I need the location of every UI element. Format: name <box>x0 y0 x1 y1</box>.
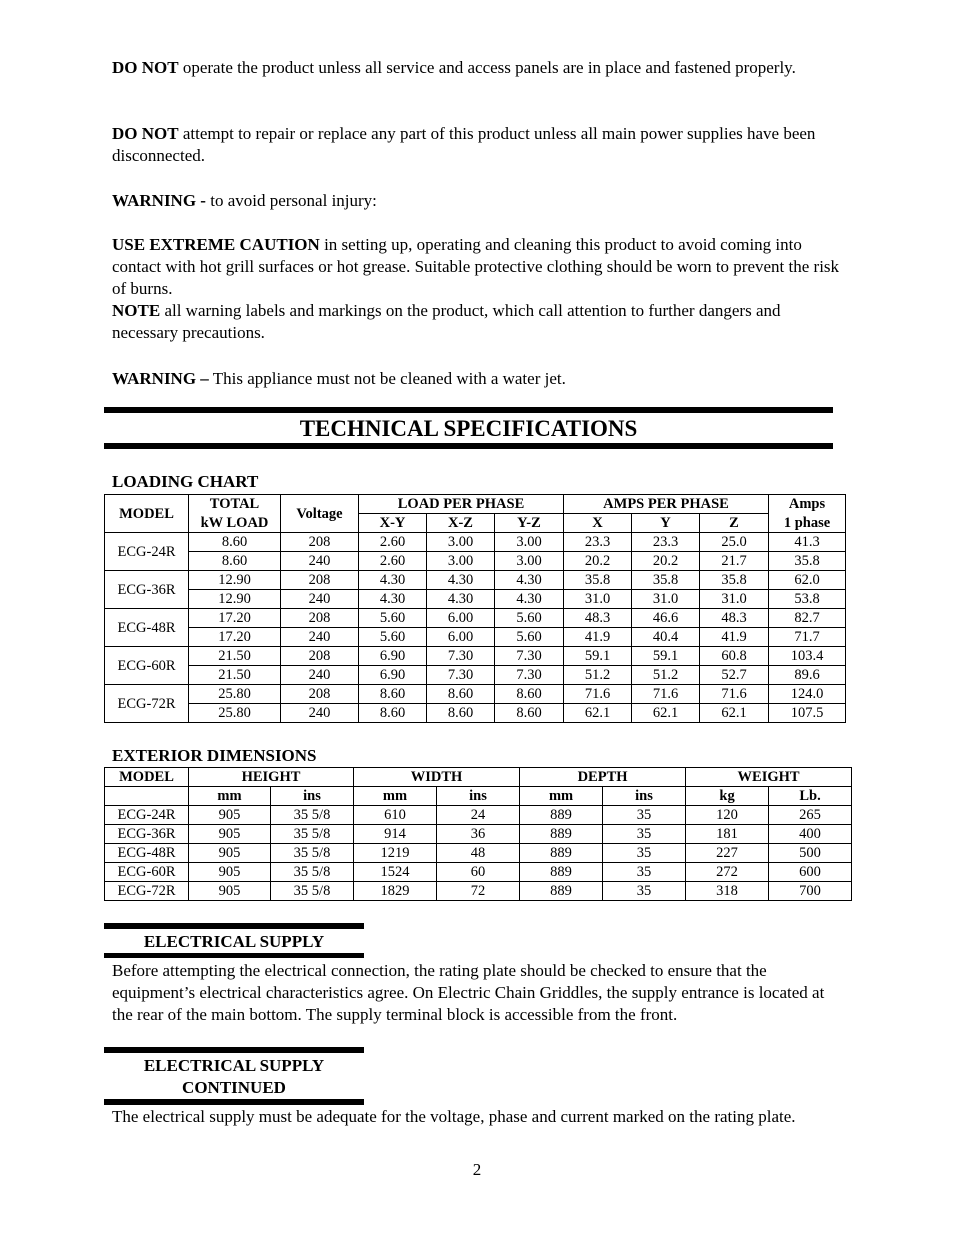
table-cell: 46.6 <box>632 609 700 628</box>
table-cell: 35 5/8 <box>271 863 354 882</box>
table-cell: 240 <box>281 590 359 609</box>
table-cell: 12.90 <box>189 571 281 590</box>
electrical-supply-text: Before attempting the electrical connection, the rating plate should be checked to ensure that the equipment’s electrical characteristics agree. On Electric Chain Griddles, the supply entrance is located at the rear of the main bottom. The supply terminal block is accessible from the front. <box>112 961 825 1024</box>
dims-header-height: HEIGHT <box>189 768 354 787</box>
table-cell: 35 <box>603 882 686 901</box>
table-cell: 21.7 <box>700 552 769 571</box>
table-cell: 12.90 <box>189 590 281 609</box>
table-cell: 914 <box>354 825 437 844</box>
table-cell: 500 <box>769 844 852 863</box>
table-cell: 8.60 <box>189 533 281 552</box>
table-cell: 8.60 <box>359 704 427 723</box>
table-cell: 5.60 <box>359 628 427 647</box>
model-cell: ECG-60R <box>105 647 189 685</box>
table-cell: 905 <box>189 844 271 863</box>
dims-header-width-ins: ins <box>437 787 520 806</box>
table-cell: 103.4 <box>769 647 846 666</box>
table-cell: 905 <box>189 882 271 901</box>
table-row <box>105 628 846 647</box>
table-cell: 227 <box>686 844 769 863</box>
table-cell: 62.1 <box>632 704 700 723</box>
header-z: Z <box>700 514 769 533</box>
continued-heading-line1: ELECTRICAL SUPPLY <box>143 1056 325 1075</box>
table-cell: 1829 <box>354 882 437 901</box>
electrical-supply-continued-heading <box>104 1055 364 1099</box>
table-cell: 7.30 <box>495 647 564 666</box>
table-cell: 35 5/8 <box>271 882 354 901</box>
table-row <box>105 806 852 825</box>
table-cell: 52.7 <box>700 666 769 685</box>
table-cell: 3.00 <box>495 552 564 571</box>
table-row <box>105 825 852 844</box>
table-cell: 7.30 <box>427 666 495 685</box>
table-cell: 40.4 <box>632 628 700 647</box>
table-cell: 71.6 <box>700 685 769 704</box>
table-cell: 889 <box>520 844 603 863</box>
electrical-rule-top <box>104 923 364 929</box>
table-row <box>105 882 852 901</box>
table-cell: 8.60 <box>427 685 495 704</box>
table-cell: 17.20 <box>189 609 281 628</box>
dims-header-height-mm: mm <box>189 787 271 806</box>
table-cell: 107.5 <box>769 704 846 723</box>
table-row <box>105 533 846 552</box>
table-cell: 8.60 <box>495 685 564 704</box>
table-cell: 25.0 <box>700 533 769 552</box>
table-cell: 2.60 <box>359 533 427 552</box>
dims-header-width-mm: mm <box>354 787 437 806</box>
dims-header-depth-ins: ins <box>603 787 686 806</box>
table-cell: 62.1 <box>564 704 632 723</box>
title-rule-top <box>104 407 833 413</box>
table-cell: 35.8 <box>700 571 769 590</box>
model-cell: ECG-48R <box>105 844 189 863</box>
table-cell: 35 <box>603 863 686 882</box>
header-kw-load: kW LOAD <box>189 514 281 533</box>
dims-header-weight-lb: Lb. <box>769 787 852 806</box>
header-model: MODEL <box>105 495 189 533</box>
table-row <box>105 590 846 609</box>
header-total: TOTAL <box>189 495 281 514</box>
page-number: 2 <box>472 1160 482 1179</box>
loading-chart-table <box>104 494 846 723</box>
table-cell: 62.0 <box>769 571 846 590</box>
table-cell: 240 <box>281 628 359 647</box>
table-cell: 208 <box>281 647 359 666</box>
header-1-phase: 1 phase <box>769 514 846 533</box>
electrical-supply-continued-text: The electrical supply must be adequate for the voltage, phase and current marked on the rating plate. <box>112 1107 796 1126</box>
table-cell: 31.0 <box>632 590 700 609</box>
table-cell: 71.6 <box>632 685 700 704</box>
model-cell: ECG-72R <box>105 685 189 723</box>
header-load-per-phase: LOAD PER PHASE <box>359 495 564 514</box>
dims-header-depth-mm: mm <box>520 787 603 806</box>
table-cell: 240 <box>281 704 359 723</box>
model-cell: ECG-24R <box>105 533 189 571</box>
table-cell: 35.8 <box>632 571 700 590</box>
header-yz: Y-Z <box>495 514 564 533</box>
table-cell: 5.60 <box>495 609 564 628</box>
table-cell: 3.00 <box>495 533 564 552</box>
table-cell: 4.30 <box>495 590 564 609</box>
table-cell: 181 <box>686 825 769 844</box>
dims-header-height-ins: ins <box>271 787 354 806</box>
dims-header-model: MODEL <box>105 768 189 787</box>
table-cell: 41.9 <box>564 628 632 647</box>
table-cell: 905 <box>189 806 271 825</box>
table-cell: 25.80 <box>189 685 281 704</box>
dims-header-depth: DEPTH <box>520 768 686 787</box>
dims-header-weight: WEIGHT <box>686 768 852 787</box>
header-xz: X-Z <box>427 514 495 533</box>
table-cell: 2.60 <box>359 552 427 571</box>
table-cell: 35 <box>603 825 686 844</box>
table-cell: 4.30 <box>359 571 427 590</box>
warning-panels: DO NOT operate the product unless all service and access panels are in place and fastened properly. <box>112 58 796 77</box>
table-cell: 25.80 <box>189 704 281 723</box>
table-cell: 21.50 <box>189 647 281 666</box>
table-cell: 7.30 <box>495 666 564 685</box>
table-cell: 4.30 <box>495 571 564 590</box>
table-cell: 120 <box>686 806 769 825</box>
header-y: Y <box>632 514 700 533</box>
table-cell: 48.3 <box>564 609 632 628</box>
header-xy: X-Y <box>359 514 427 533</box>
table-row <box>105 863 852 882</box>
table-cell: 48.3 <box>700 609 769 628</box>
table-cell: 35.8 <box>769 552 846 571</box>
table-cell: 1219 <box>354 844 437 863</box>
table-cell: 72 <box>437 882 520 901</box>
table-cell: 71.6 <box>564 685 632 704</box>
table-cell: 272 <box>686 863 769 882</box>
title-rule-bottom <box>104 443 833 449</box>
model-cell: ECG-72R <box>105 882 189 901</box>
table-cell: 60 <box>437 863 520 882</box>
table-cell: 600 <box>769 863 852 882</box>
table-cell: 905 <box>189 863 271 882</box>
table-cell: 905 <box>189 825 271 844</box>
table-cell: 240 <box>281 552 359 571</box>
table-cell: 208 <box>281 571 359 590</box>
table-cell: 23.3 <box>564 533 632 552</box>
exterior-dimensions-label: EXTERIOR DIMENSIONS <box>112 746 317 765</box>
continued-heading-line2: CONTINUED <box>182 1078 286 1097</box>
table-cell: 20.2 <box>632 552 700 571</box>
table-cell: 35 5/8 <box>271 825 354 844</box>
table-cell: 240 <box>281 666 359 685</box>
model-cell: ECG-48R <box>105 609 189 647</box>
table-cell: 17.20 <box>189 628 281 647</box>
table-cell: 60.8 <box>700 647 769 666</box>
note-labels: NOTE all warning labels and markings on the product, which call attention to further dangers and necessary precautions. <box>112 301 781 342</box>
table-cell: 89.6 <box>769 666 846 685</box>
table-row <box>105 647 846 666</box>
table-cell: 8.60 <box>189 552 281 571</box>
table-cell: 8.60 <box>427 704 495 723</box>
table-row <box>105 552 846 571</box>
table-cell: 265 <box>769 806 852 825</box>
table-cell: 318 <box>686 882 769 901</box>
table-cell: 53.8 <box>769 590 846 609</box>
header-amps-per-phase: AMPS PER PHASE <box>564 495 769 514</box>
warning-repair: DO NOT attempt to repair or replace any part of this product unless all main power supplies have been disconnected. <box>112 124 816 165</box>
header-amps: Amps <box>769 495 846 514</box>
table-cell: 7.30 <box>427 647 495 666</box>
table-cell: 208 <box>281 609 359 628</box>
dims-header-blank <box>105 787 189 806</box>
warning-water-jet: WARNING – This appliance must not be cleaned with a water jet. <box>112 369 566 388</box>
table-row <box>105 704 846 723</box>
table-cell: 48 <box>437 844 520 863</box>
table-cell: 6.00 <box>427 628 495 647</box>
table-cell: 889 <box>520 806 603 825</box>
electrical-rule-bottom <box>104 953 364 958</box>
table-cell: 6.90 <box>359 666 427 685</box>
table-cell: 23.3 <box>632 533 700 552</box>
warning-injury: WARNING - to avoid personal injury: <box>112 191 377 210</box>
table-cell: 82.7 <box>769 609 846 628</box>
dims-header-weight-kg: kg <box>686 787 769 806</box>
continued-rule-bottom <box>104 1099 364 1105</box>
table-cell: 71.7 <box>769 628 846 647</box>
table-cell: 35.8 <box>564 571 632 590</box>
table-cell: 31.0 <box>700 590 769 609</box>
continued-rule-top <box>104 1047 364 1053</box>
table-cell: 31.0 <box>564 590 632 609</box>
model-cell: ECG-24R <box>105 806 189 825</box>
table-cell: 889 <box>520 825 603 844</box>
table-cell: 35 5/8 <box>271 806 354 825</box>
table-cell: 51.2 <box>632 666 700 685</box>
section-title: TECHNICAL SPECIFICATIONS <box>299 416 638 441</box>
table-row <box>105 685 846 704</box>
model-cell: ECG-36R <box>105 571 189 609</box>
table-cell: 5.60 <box>495 628 564 647</box>
table-cell: 41.9 <box>700 628 769 647</box>
table-cell: 41.3 <box>769 533 846 552</box>
header-x: X <box>564 514 632 533</box>
table-cell: 1524 <box>354 863 437 882</box>
table-cell: 3.00 <box>427 533 495 552</box>
table-cell: 6.00 <box>427 609 495 628</box>
table-row <box>105 844 852 863</box>
table-cell: 208 <box>281 685 359 704</box>
table-cell: 36 <box>437 825 520 844</box>
table-cell: 4.30 <box>427 571 495 590</box>
table-cell: 62.1 <box>700 704 769 723</box>
table-cell: 59.1 <box>632 647 700 666</box>
table-cell: 59.1 <box>564 647 632 666</box>
electrical-supply-heading: ELECTRICAL SUPPLY <box>143 932 325 951</box>
table-cell: 8.60 <box>359 685 427 704</box>
table-cell: 4.30 <box>359 590 427 609</box>
table-cell: 20.2 <box>564 552 632 571</box>
model-cell: ECG-36R <box>105 825 189 844</box>
table-cell: 21.50 <box>189 666 281 685</box>
exterior-dimensions-table <box>104 767 852 901</box>
table-row <box>105 609 846 628</box>
caution-burns: USE EXTREME CAUTION in setting up, operating and cleaning this product to avoid coming into contact with hot grill surfaces or hot grease. Suitable protective clothing should be worn to prevent the risk of burns. <box>112 235 840 298</box>
table-cell: 24 <box>437 806 520 825</box>
dims-header-width: WIDTH <box>354 768 520 787</box>
table-cell: 700 <box>769 882 852 901</box>
table-cell: 3.00 <box>427 552 495 571</box>
table-cell: 889 <box>520 863 603 882</box>
table-cell: 400 <box>769 825 852 844</box>
table-cell: 35 <box>603 806 686 825</box>
table-cell: 208 <box>281 533 359 552</box>
table-cell: 35 5/8 <box>271 844 354 863</box>
table-cell: 35 <box>603 844 686 863</box>
model-cell: ECG-60R <box>105 863 189 882</box>
table-cell: 6.90 <box>359 647 427 666</box>
table-cell: 51.2 <box>564 666 632 685</box>
table-cell: 5.60 <box>359 609 427 628</box>
header-voltage: Voltage <box>281 495 359 533</box>
table-cell: 889 <box>520 882 603 901</box>
table-cell: 4.30 <box>427 590 495 609</box>
table-cell: 610 <box>354 806 437 825</box>
table-cell: 8.60 <box>495 704 564 723</box>
loading-chart-label: LOADING CHART <box>112 472 259 491</box>
table-row <box>105 571 846 590</box>
table-row <box>105 666 846 685</box>
table-cell: 124.0 <box>769 685 846 704</box>
